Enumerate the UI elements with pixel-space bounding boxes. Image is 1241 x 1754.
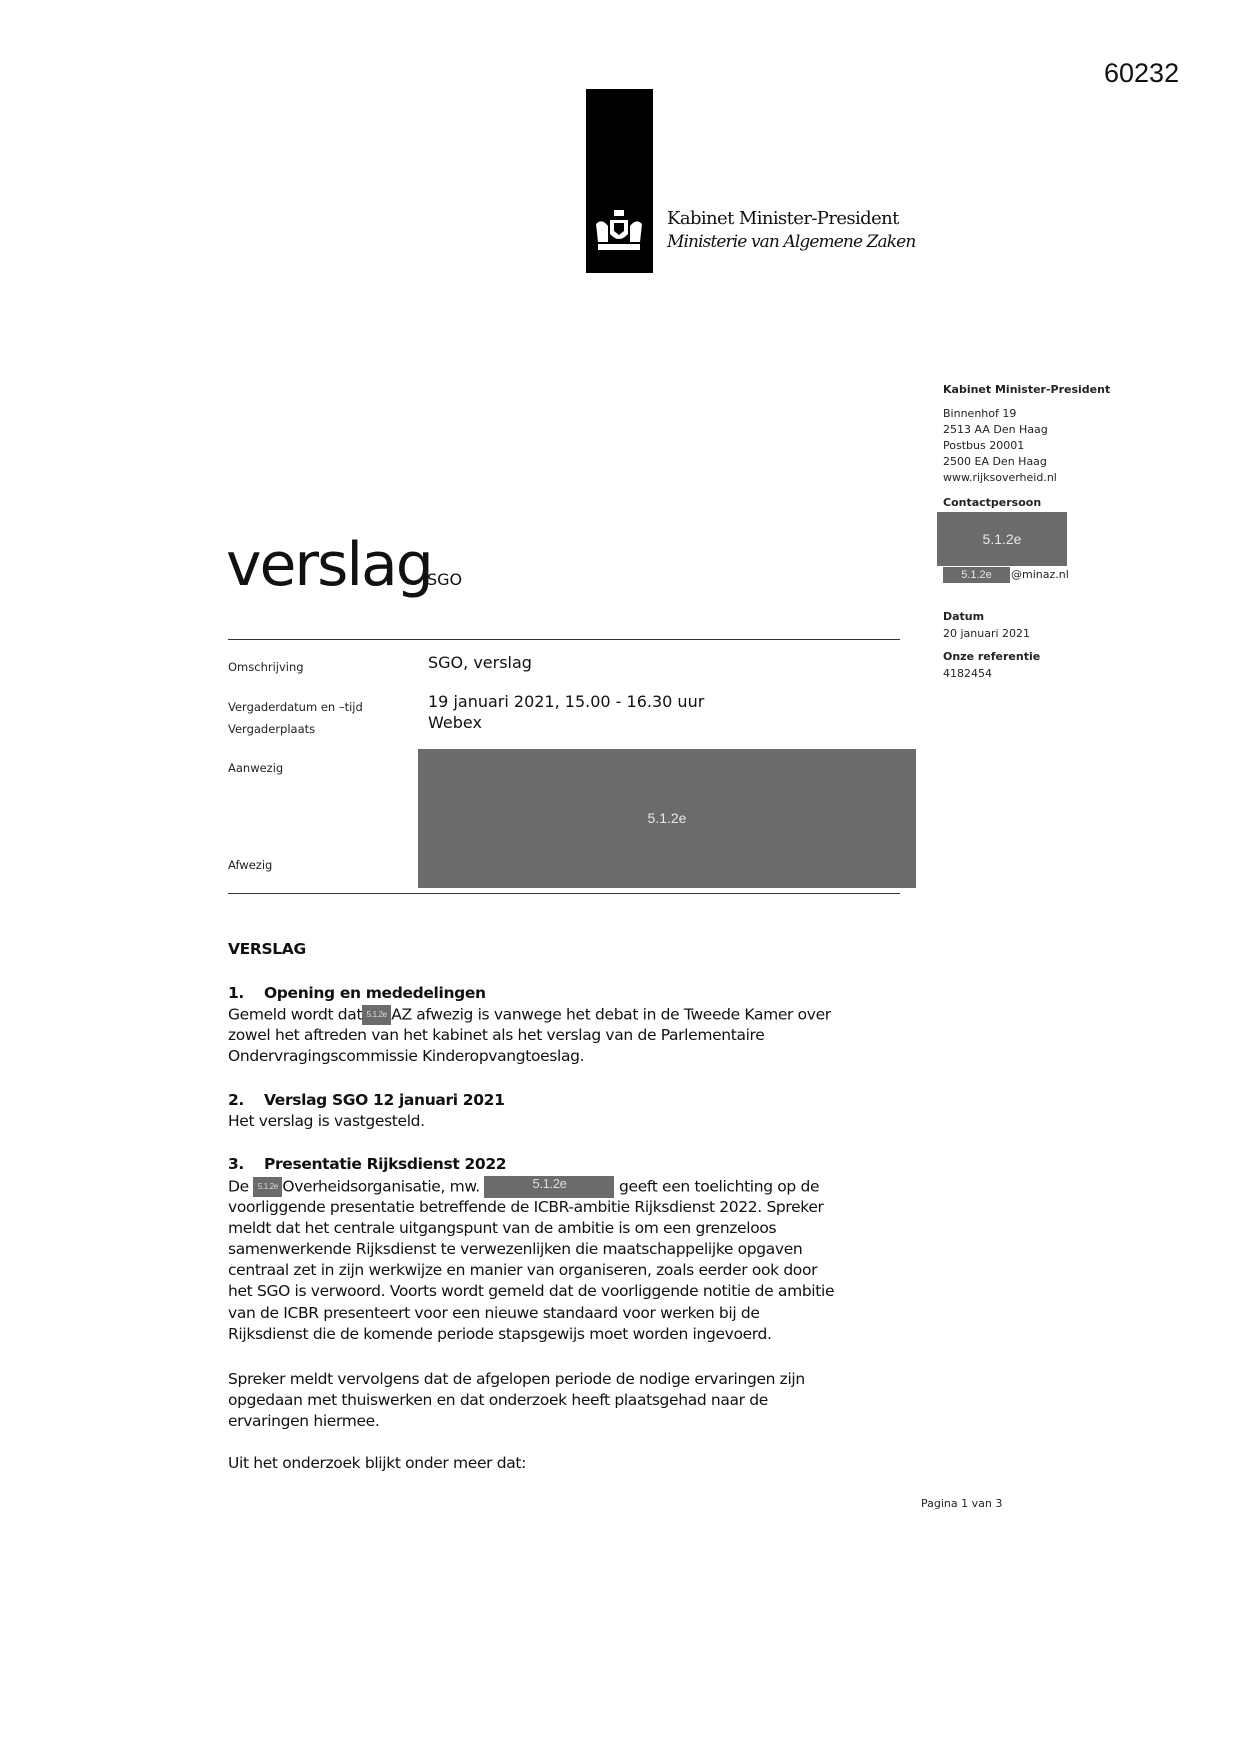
sidebar-address-line: Binnenhof 19 [943,407,1017,420]
page-subtitle: SGO [427,570,463,589]
inline-redaction: 5.1.2e [253,1177,282,1197]
section-number: 2. [228,1091,244,1109]
page-title: verslag [226,530,432,600]
section-3-heading [228,1155,506,1173]
contact-redaction: 5.1.2e [937,512,1067,566]
paragraph-line: ervaringen hiermee. [228,1412,380,1430]
logo-ministry-name: Ministerie van Algemene Zaken [667,232,916,252]
vergaderdatum-label: Vergaderdatum en –tijd [228,700,363,714]
coat-of-arms-icon [592,206,646,256]
paragraph-line: het SGO is verwoord. Voorts wordt gemeld dat de voorliggende notitie de ambitie [228,1282,835,1300]
text-segment: geeft een toelichting op de [619,1177,820,1196]
vergaderplaats-label: Vergaderplaats [228,722,316,736]
paragraph-line: Ondervragingscommissie Kinderopvangtoeslag. [228,1047,585,1065]
sidebar-email-suffix: @minaz.nl [1011,568,1069,581]
paragraph-line: voorliggende presentatie betreffende de ICBR-ambitie Rijksdienst 2022. Spreker [228,1198,824,1216]
omschrijving-label: Omschrijving [228,660,304,674]
sidebar-referentie-value: 4182454 [943,667,992,680]
section-title: Verslag SGO 12 januari 2021 [263,1091,505,1109]
inline-redaction: 5.1.2e [484,1176,614,1198]
text-segment: AZ afwezig is vanwege het debat in de Tweede Kamer over [391,1005,831,1024]
divider [228,893,900,894]
paragraph-line: van de ICBR presenteert voor een nieuwe standaard voor werken bij de [228,1304,760,1322]
paragraph-line [228,1176,819,1198]
text-segment: Gemeld wordt dat [228,1005,363,1024]
vergaderdatum-value: 19 januari 2021, 15.00 - 16.30 uur [428,692,705,711]
page-number: Pagina 1 van 3 [921,1497,1003,1510]
paragraph-line: Uit het onderzoek blijkt onder meer dat: [228,1454,526,1472]
email-redaction: 5.1.2e [943,567,1010,583]
paragraph-line: opgedaan met thuiswerken en dat onderzoek heeft plaatsgehad naar de [228,1391,768,1409]
paragraph-line: zowel het aftreden van het kabinet als het verslag van de Parlementaire [228,1026,765,1044]
sidebar-datum-label: Datum [943,610,985,623]
report-heading: VERSLAG [228,940,306,958]
logo-org-name: Kabinet Minister-President [667,208,899,229]
attendees-redaction: 5.1.2e [418,749,916,888]
paragraph-line: Het verslag is vastgesteld. [228,1112,425,1130]
inline-redaction: 5.1.2e [362,1005,391,1025]
paragraph-line: Rijksdienst die de komende periode stapsgewijs moet worden ingevoerd. [228,1325,772,1343]
paragraph-line: centraal zet in zijn werkwijze en manier van organiseren, zoals eerder ook door [228,1261,818,1279]
sidebar-datum-value: 20 januari 2021 [943,627,1031,640]
section-number: 1. [228,984,244,1002]
paragraph-line: Spreker meldt vervolgens dat de afgelopen periode de nodige ervaringen zijn [228,1370,805,1388]
sidebar-contact-label: Contactpersoon [943,496,1042,509]
sidebar-org: Kabinet Minister-President [943,383,1111,396]
omschrijving-value: SGO, verslag [428,653,532,672]
text-segment: De [228,1177,249,1196]
aanwezig-label: Aanwezig [228,761,284,775]
document-number: 60232 [1104,58,1180,88]
sidebar-address-line: 2513 AA Den Haag [943,423,1048,436]
sidebar-address-line: Postbus 20001 [943,439,1025,452]
text-segment: Overheidsorganisatie, mw. [282,1177,480,1196]
afwezig-label: Afwezig [228,858,273,872]
sidebar-referentie-label: Onze referentie [943,650,1041,663]
section-title: Presentatie Rijksdienst 2022 [263,1155,507,1173]
paragraph-line [228,1005,831,1025]
sidebar-website: www.rijksoverheid.nl [943,471,1057,484]
divider [228,639,900,640]
paragraph-line: samenwerkende Rijksdienst te verwezenlijken die maatschappelijke opgaven [228,1240,803,1258]
sidebar-address-line: 2500 EA Den Haag [943,455,1047,468]
section-title: Opening en mededelingen [263,984,486,1002]
section-1-heading [228,984,486,1002]
vergaderplaats-value: Webex [428,713,482,732]
section-2-heading [228,1091,505,1109]
section-number: 3. [228,1155,244,1173]
paragraph-line: meldt dat het centrale uitgangspunt van de ambitie is om een grenzeloos [228,1219,777,1237]
